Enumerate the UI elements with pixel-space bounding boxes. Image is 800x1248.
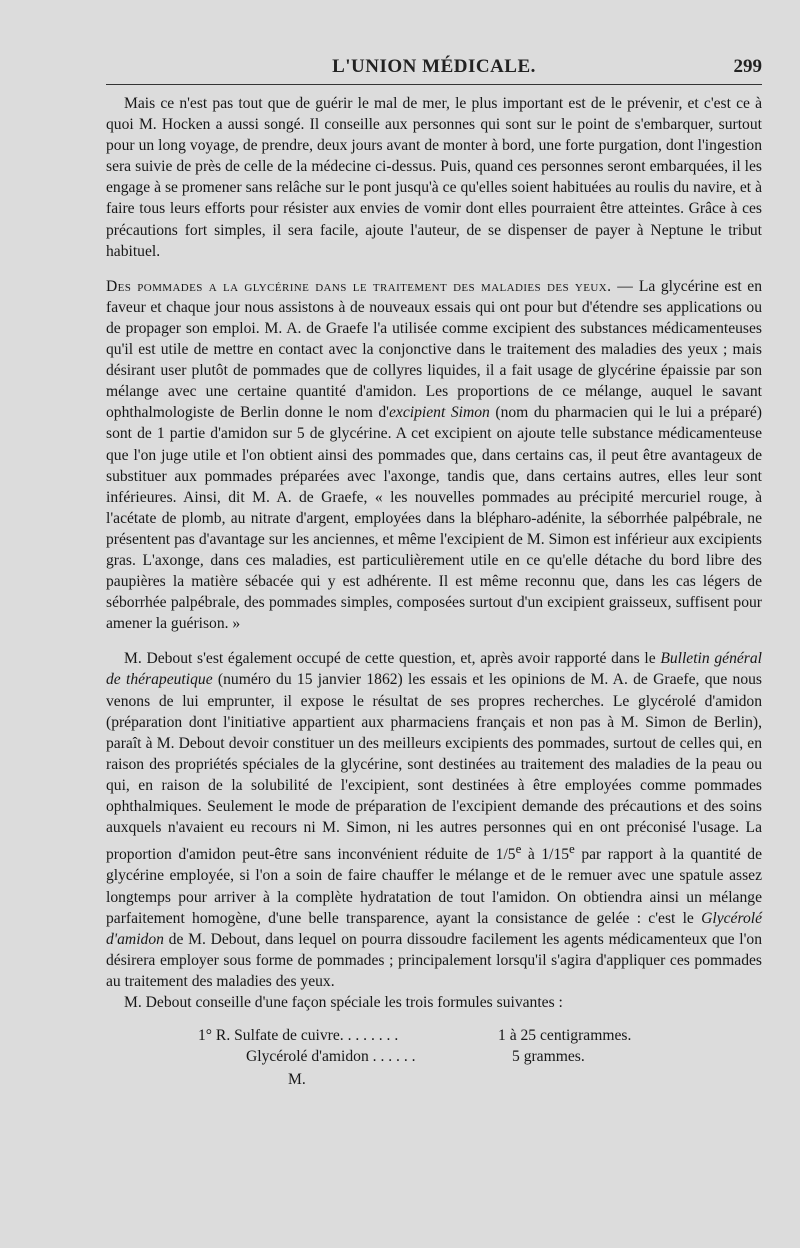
page-number: 299 [733,56,762,77]
debout-text-5: de M. Debout, dans lequel on pourra dissoudre facilement les agents médicamenteux que l'on désirera employer sous forme de pommades ; principalement lorsqu'il s'agira d'appliquer ces pommades au traitement des maladies des yeux. [106,930,762,990]
debout-italic-glycerole: Glycérolé d'amidon [106,909,762,948]
paragraph-formulas-intro: M. Debout conseille d'une façon spéciale les trois formules suivantes : [124,994,563,1012]
section-text-1: La glycérine est en faveur et chaque jour nous assistons à de nouveaux essais qui ont pour but d'étendre ses applications ou de propager son emploi. M. A. de Graefe l'a utilisée comme excipient des substances médicamenteuses qu'il est utile de mettre en contact avec la conjonctive dans le traitement des maladies des yeux ; mais désirant user plutôt de pommades que de collyres liquides, il a fait usage de glycérine épaissie par son mélange avec une certaine quantité d'amidon. Les proportions de ce mélange, auquel le savant ophthalmologiste de Berlin donne le nom d' [106,277,762,422]
running-title: L'UNION MÉDICALE. [332,56,536,77]
formula-ingredient: 1° R. Sulfate de cuivre. . . . . . . . [198,1027,399,1045]
section-glycerine [106,276,762,635]
formula-row [106,1025,762,1046]
paragraph-mal-de-mer: Mais ce n'est pas tout que de guérir le mal de mer, le plus important est de le prévenir, et c'est ce à quoi M. Hocken a aussi songé. Il conseille aux personnes qui sont sur le point de s'embarquer, surtout pour un long voyage, de prendre, deux jours avant de monter à bord, une forte purgation, dont l'ingestion sera suivie de près de celle de la médecine ci-dessus. Puis, quand ces personnes seront embarquées, il les engage à se promener sans relâche sur le pont jusqu'à ce qu'elles soient habituées au roulis du navire, et à faire tous leurs efforts pour résister aux envies de vomir dont elles pourraient être atteintes. Grâce à ces précautions fort simples, il sera facile, ajoute l'auteur, de se dispenser de payer à Neptune le tribut habituel. [106,95,762,260]
debout-italic-bulletin: Bulletin général de thérapeutique [106,650,762,689]
formula-sign: M. [288,1071,306,1089]
section-text-2: (nom du pharmacien qui le lui a préparé) sont de 1 partie d'amidon sur 5 de glycérine. A cet excipient on ajoute telle substance médicamenteuse que l'on juge utile et l'on obtient ainsi des pommades que, dans certains cas, il peut être avantageux de substituer aux pommades préparées avec l'axonge, tandis que, dans certains autres, elles leur sont inférieures. Ainsi, dit M. A. de Graefe, « les nouvelles pommades au précipité mercuriel rouge, à l'acétate de plomb, au nitrate d'argent, employées dans la blépharo-adénite, la séborrhée palpébrale, ne présentent pas d'avantage sur les anciennes, et même l'excipient de M. Simon est inférieur aux excipients gras. L'axonge, dans ces maladies, est particulièrement utile en ce qu'elle détache du bord libre des paupières la matière sébacée qui y est adhérente. Il est même reconnu que, dans les cas légers de séborrhée palpébrale, des pommades simples, composées surtout d'un excipient graisseux, suffisent pour amener la guérison. » [106,404,762,633]
page-header [106,56,762,84]
formula-ingredient: Glycérolé d'amidon . . . . . . [246,1048,416,1066]
formula-block [106,1025,762,1090]
debout-text-3: à 1/15 [521,846,570,864]
header-rule [106,84,762,85]
section-italic-excipient: excipient Simon [389,404,490,422]
debout-sup-2: e [569,841,575,857]
debout-sup-1: e [515,841,522,857]
debout-text-2: (numéro du 15 janvier 1862) les essais et les opinions de M. A. de Graefe, que nous venons de lui emprunter, il expose le résultat de ses propres recherches. Le glycérolé d'amidon (préparation dont l'initiative appartient aux pharmaciens français et non pas à M. Simon de Berlin), paraît à M. Debout devoir constituer un des meilleurs excipients des pommades, surtout de celles qui, en raison des propriétés spéciales de la glycérine, sont destinées au traitement des maladies de la peau ou qui, en raison de la solubilité de l'excipient, sont destinées à être employées comme pommades ophthalmiques. Seulement le mode de préparation de l'excipient demande des précautions et des soins auxquels n'avaient eu recours ni M. Simon, ni les autres personnes qui en ont préconisé l'usage. La proportion d'amidon peut-être sans inconvénient réduite de 1/5 [106,671,762,864]
section-heading: Des pommades a la glycérine dans le traitement des maladies des yeux. — [106,277,634,295]
formula-quantity: 5 grammes. [512,1048,585,1066]
debout-text-1: M. Debout s'est également occupé de cette question, et, après avoir rapporté dans le [124,650,661,668]
paragraph-debout [106,648,762,992]
formula-row [106,1046,762,1067]
formula-quantity: 1 à 25 centigrammes. [498,1027,632,1045]
debout-text-4: par rapport à la quantité de glycérine employée, si l'on a soin de faire chauffer le mélange et de le remuer avec une spatule assez longtemps pour arriver à la complète hydratation de tout l'amidon. On obtiendra ainsi un mélange parfaitement homogène, d'une belle transparence, ayant la consistance de gelée : c'est le [106,846,762,927]
